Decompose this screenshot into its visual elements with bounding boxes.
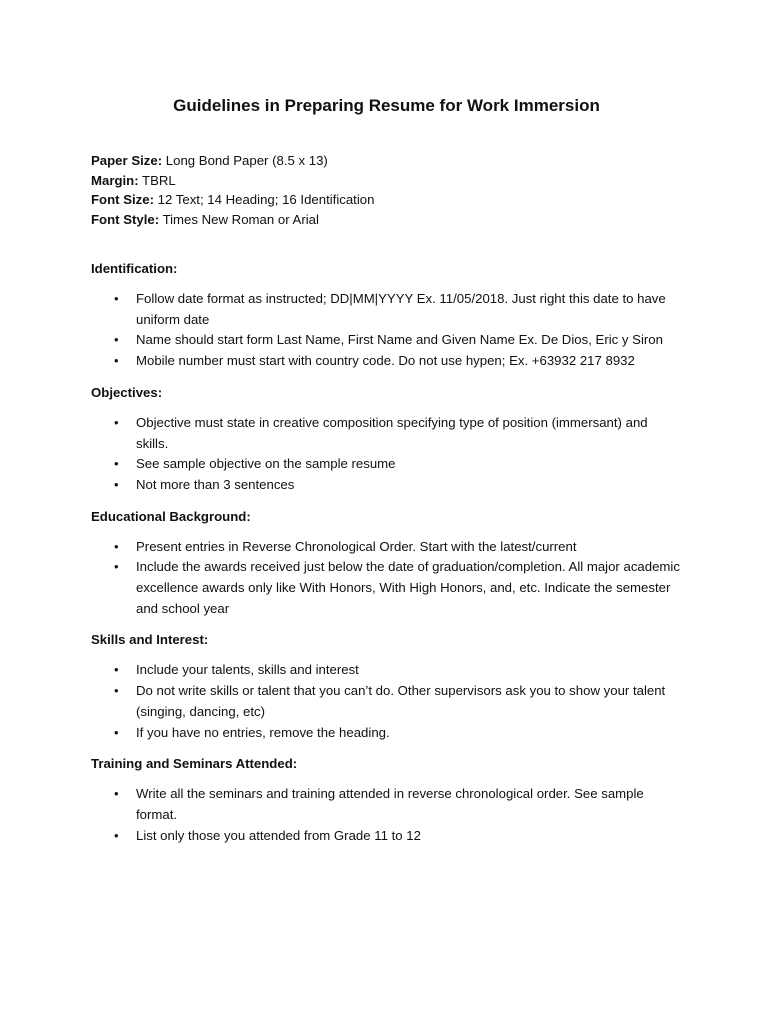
list-item (91, 660, 682, 681)
list-item-text: Present entries in Reverse Chronological Order. Start with the latest/current (136, 538, 577, 554)
spec-value: 12 Text; 14 Heading; 16 Identification (154, 192, 375, 207)
bullet-icon: • (114, 476, 119, 492)
bullet-icon: • (114, 683, 119, 699)
bullet-list (91, 413, 682, 496)
spec-label: Margin: (91, 172, 139, 188)
section-skills-and-interest (91, 630, 682, 743)
spec-font-style (91, 210, 682, 230)
spec-label: Font Size: (91, 192, 155, 207)
list-item-text: Write all the seminars and training attended in reverse chronological order. See sample format. (136, 786, 644, 822)
bullet-icon: • (114, 538, 119, 554)
spec-value: Long Bond Paper (8.5 x 13) (162, 153, 328, 168)
list-item (91, 413, 682, 454)
section-training-and-seminars (91, 754, 682, 846)
list-item-text: Objective must state in creative composition specifying type of position (immersant) and skills. (136, 414, 648, 451)
spec-font-size (91, 190, 682, 210)
bullet-list (91, 289, 682, 372)
spec-paper-size (91, 151, 682, 171)
section-heading: Identification: (91, 261, 178, 276)
format-specs (91, 151, 682, 229)
section-heading: Educational Background: (91, 508, 251, 524)
list-item-text: List only those you attended from Grade 11 to 12 (136, 827, 421, 843)
list-item (91, 475, 682, 496)
bullet-icon: • (114, 786, 119, 802)
section-educational-background (91, 507, 682, 620)
bullet-icon: • (114, 827, 119, 843)
spec-value: Times New Roman or Arial (159, 211, 319, 227)
list-item-text: See sample objective on the sample resume (136, 456, 396, 472)
list-item-text: Include your talents, skills and interest (136, 662, 359, 678)
list-item (91, 784, 682, 825)
list-item-text: Mobile number must start with country code. Do not use hypen; Ex. +63932 217 8932 (136, 353, 635, 369)
list-item (91, 537, 682, 558)
list-item (91, 826, 682, 847)
list-item (91, 557, 682, 619)
spec-label: Font Style: (91, 211, 160, 227)
bullet-icon: • (114, 291, 119, 306)
bullet-list (91, 537, 682, 620)
section-objectives (91, 383, 682, 496)
list-item-text: Name should start form Last Name, First Name and Given Name Ex. De Dios, Eric y Siron (136, 332, 663, 348)
page-title: Guidelines in Preparing Resume for Work Immersion (173, 96, 600, 115)
list-item-text: Not more than 3 sentences (136, 476, 295, 492)
bullet-icon: • (114, 414, 119, 430)
list-item (91, 723, 682, 744)
bullet-list (91, 784, 682, 846)
bullet-icon: • (114, 353, 119, 369)
bullet-icon: • (114, 456, 119, 472)
bullet-icon: • (114, 662, 119, 678)
list-item-text: Follow date format as instructed; DD|MM|YYYY Ex. 11/05/2018. Just right this date to have uniform date (136, 291, 666, 327)
list-item-text: If you have no entries, remove the heading. (136, 724, 390, 740)
spec-margin (91, 171, 682, 191)
section-heading: Training and Seminars Attended: (91, 756, 298, 772)
section-identification (91, 259, 682, 372)
list-item (91, 351, 682, 372)
list-item (91, 289, 682, 330)
list-item-text: Include the awards received just below the date of graduation/completion. All major academic excellence awards only like With Honors, With High Honors, and, etc. Indicate the semester and school year (136, 559, 680, 616)
list-item (91, 330, 682, 351)
section-heading: Skills and Interest: (91, 632, 209, 648)
spec-label: Paper Size: (91, 153, 163, 168)
bullet-icon: • (114, 724, 119, 740)
bullet-icon: • (114, 332, 119, 348)
list-item (91, 681, 682, 722)
list-item (91, 454, 682, 475)
bullet-list (91, 660, 682, 743)
list-item-text: Do not write skills or talent that you can’t do. Other supervisors ask you to show your talent (singing, dancing, etc) (136, 683, 666, 719)
section-heading: Objectives: (91, 384, 163, 400)
spec-value: TBRL (138, 172, 176, 188)
bullet-icon: • (114, 559, 119, 575)
